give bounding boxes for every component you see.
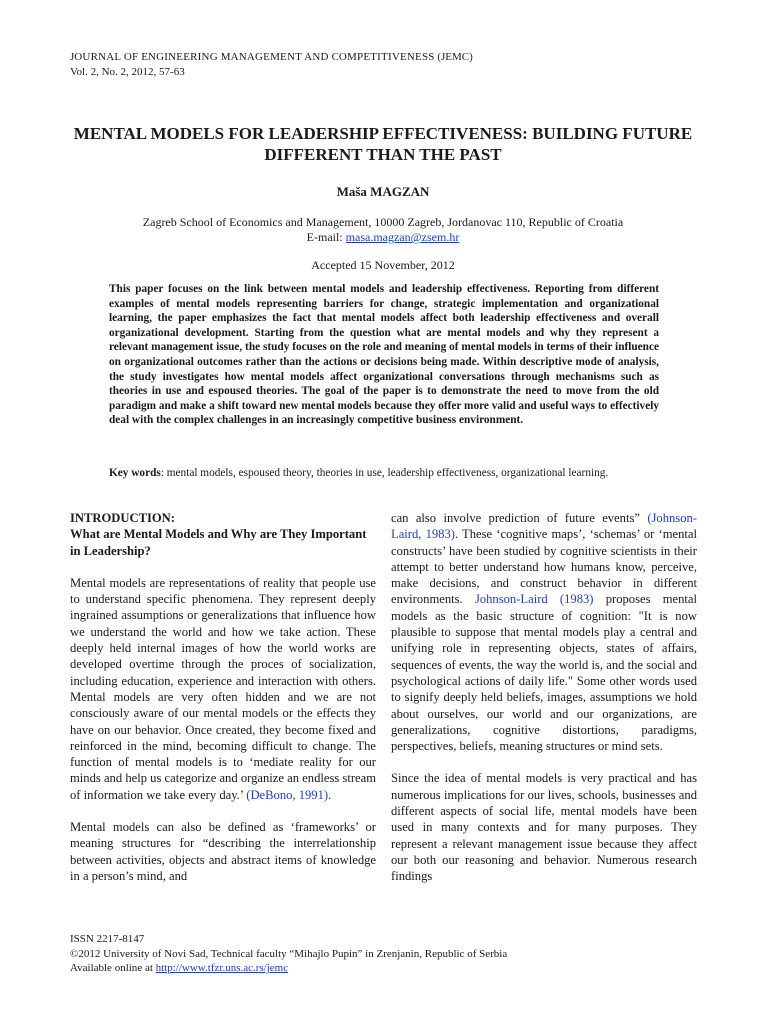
keywords-text: : mental models, espoused theory, theories in use, leadership effectiveness, organizational learning. <box>160 467 609 479</box>
author-name: Maša MAGZAN <box>336 184 430 199</box>
right-paragraph-2: Since the idea of mental models is very practical and has numerous implications for our lives, schools, businesses and different aspects of social life, mental models have been used in many contexts and for many purposes. They represent a relevant management issue because they affect our both our reasoning and behavior. Numerous research findings <box>391 771 697 884</box>
section-heading <box>70 510 376 559</box>
citation-johnson-laird-2[interactable]: Johnson-Laird (1983) <box>474 592 594 607</box>
heading-introduction: INTRODUCTION: <box>70 511 175 525</box>
issn: ISSN 2217-8147 <box>70 933 145 945</box>
email-line: E-mail: masa.magzan@zsem.hr <box>306 230 460 244</box>
email-link[interactable]: masa.magzan@zsem.hr <box>345 230 460 244</box>
paper-title: MENTAL MODELS FOR LEADERSHIP EFFECTIVENESS: BUILDING FUTURE DIFFERENT THAN THE PAST <box>73 124 693 164</box>
accepted-date: Accepted 15 November, 2012 <box>311 258 455 272</box>
right-column <box>391 510 697 901</box>
journal-url-link[interactable]: http://www.tfzr.uns.ac.rs/jemc <box>155 962 289 974</box>
page-footer <box>70 932 690 976</box>
availability-line: Available online at http://www.tfzr.uns.ac.rs/jemc <box>70 962 289 974</box>
journal-name: JOURNAL OF ENGINEERING MANAGEMENT AND COMPETITIVENESS (JEMC) <box>70 51 473 63</box>
keywords-label: Key words <box>109 467 161 479</box>
intro-paragraph-1: Mental models are representations of reality that people use to understand specific phenomena. They represent deeply ingrained assumptions or generalizations that influence how we understand the world and how we take action. These deeply held internal images of how the world works are developed overtime through the proces of socialization, including education, experience and interaction with others. Mental models are very often hidden and we are not consciously aware of our mental models or the effects they have on our behavior. Once created, they become fixed and reinforced in the mind, becoming difficult to change. The function of mental models is to ‘mediate reality for our minds and help us categorize and organize an endless stream of information we take every day.’ (DeBono, 1991). <box>70 575 376 802</box>
keywords <box>109 466 659 481</box>
citation-johnson-laird-1[interactable]: (Johnson-Laird, 1983) <box>391 511 697 542</box>
heading-subtitle: What are Mental Models and Why are They Important in Leadership? <box>70 527 367 558</box>
left-column <box>70 510 376 900</box>
abstract: This paper focuses on the link between mental models and leadership effectiveness. Reporting from different examples of mental models representing barriers for change, strategic implementation and organizational learning, the paper emphasizes the fact that mental models affect both leadership effectiveness and overall organizational development. Starting from the question what are mental models and why they represent a relevant management issue, the study focuses on the role and meaning of mental models in terms of their influence on organizational outcomes rather than the actions or decisions being made. Within descriptive mode of analysis, the study investigates how mental models affect organizational conversations through mechanisms such as theories in use and espoused theories. The goal of the paper is to demonstrate the need to move from the old paradigm and make a shift toward new mental models because they offer more valid and useful ways to effectively deal with the complex challenges in an increasingly competitive business environment. <box>109 283 659 427</box>
right-paragraph-1: can also involve prediction of future events” (Johnson-Laird, 1983). These ‘cognitive maps’, ‘schemas’ or ‘mental constructs’ have been studied by cognitive scientists in their attempt to better understand how humans know, perceive, make decisions, and construct behavior in different environments. Johnson-Laird (1983) proposes mental models as the basic structure of cognition: "It is now plausible to suppose that mental models play a central and unifying role in representing objects, states of affairs, sequences of events, the way the world is, and the social and psychological actions of daily life." Some other words used to signify deeply held beliefs, images, assumptions we hold about ourselves, our world and our organizations, are generalizations, cognitive distortions, paradigms, perspectives, beliefs, meaning structures or mind sets. <box>391 511 697 754</box>
journal-header <box>70 50 690 80</box>
affiliation: Zagreb School of Economics and Management, 10000 Zagreb, Jordanovac 110, Republic of Croatia <box>142 215 624 229</box>
intro-paragraph-2: Mental models can also be defined as ‘frameworks’ or meaning structures for “describing the interrelationship between activities, objects and abstract items of knowledge in a person’s mind, and <box>70 820 376 883</box>
affiliation-block <box>70 215 696 245</box>
journal-volume: Vol. 2, No. 2, 2012, 57-63 <box>70 66 185 78</box>
copyright: ©2012 University of Novi Sad, Technical faculty “Mihajlo Pupin” in Zrenjanin, Republic of Serbia <box>70 947 508 960</box>
citation-debono[interactable]: (DeBono, 1991) <box>246 787 329 802</box>
